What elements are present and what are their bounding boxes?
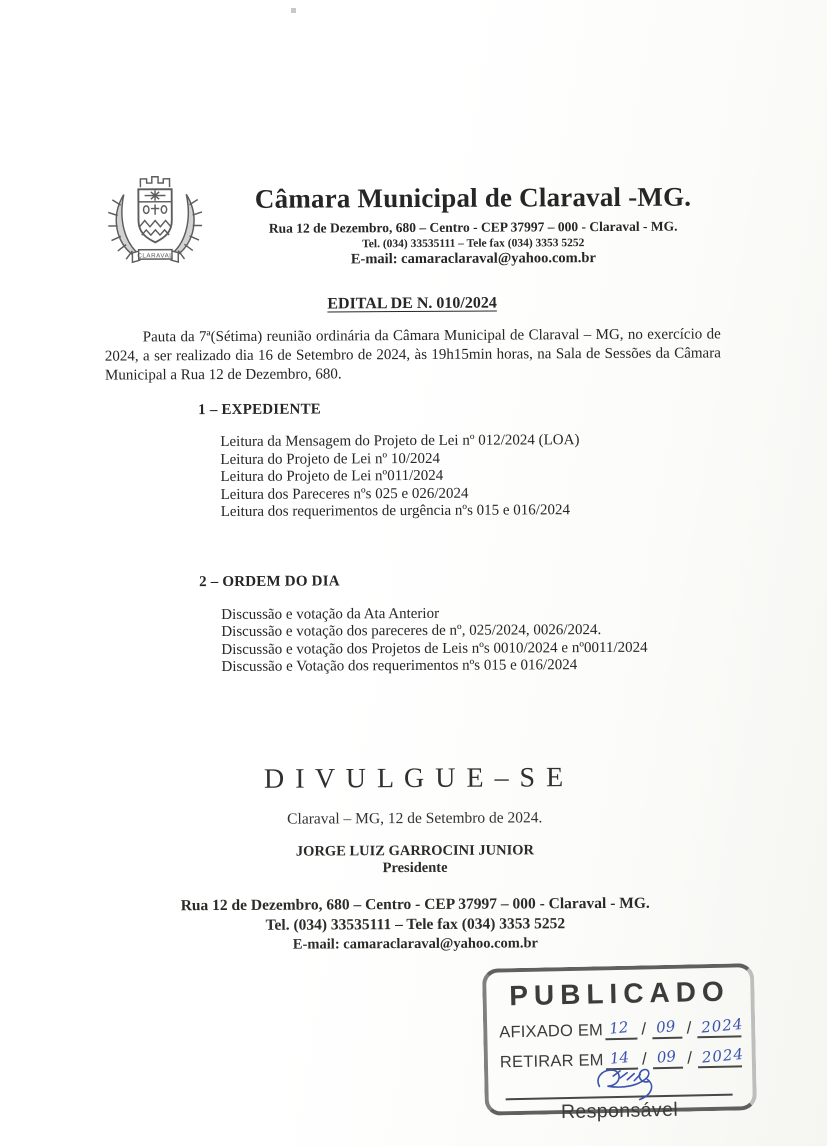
list-item: Leitura dos Pareceres nºs 025 e 026/2024 [220, 485, 469, 503]
date-separator: / [686, 1018, 692, 1038]
section-2-items [221, 605, 648, 677]
org-email: E-mail: camaraclaraval@yahoo.com.br [350, 250, 596, 268]
date-separator: / [641, 1019, 647, 1039]
list-item: Discussão e votação dos Projetos de Leis nºs 0010/2024 e nº0011/2024 [221, 639, 648, 658]
signatory-name: JORGE LUIZ GARROCINI JUNIOR [295, 842, 535, 860]
claraval-coat-of-arms-icon [102, 166, 209, 267]
retire-year-handwriting: 2024 [701, 1044, 745, 1067]
stamp-responsible-area [505, 1094, 733, 1126]
signature-scribble-icon [589, 1057, 674, 1110]
letterhead [223, 181, 723, 269]
list-item: Discussão e Votação dos requerimentos nºs 015 e 016/2024 [221, 657, 578, 676]
footer-email: E-mail: camaraclaraval@yahoo.com.br [292, 935, 538, 953]
date-line: Claraval – MG, 12 de Setembro de 2024. [287, 809, 543, 828]
date-separator: / [641, 1049, 647, 1069]
affixed-year-handwriting: 2024 [700, 1014, 745, 1037]
affixed-year-blank [697, 1014, 745, 1038]
stamp-affixed-row [499, 1010, 745, 1042]
affixed-month-handwriting: 09 [655, 1017, 676, 1037]
section-1-heading: 1 – EXPEDIENTE [198, 401, 322, 419]
org-name: Câmara Municipal de Claraval -MG. [254, 181, 692, 214]
retire-month-handwriting: 09 [655, 1047, 677, 1067]
retire-label: RETIRAR EM [499, 1051, 604, 1072]
section-2-heading: 2 – ORDEM DO DIA [199, 573, 340, 591]
org-address: Rua 12 de Dezembro, 680 – Centro - CEP 37997 – 000 - Claraval - MG. [268, 218, 678, 236]
list-item: Discussão e votação dos pareceres de nº, 025/2024, 0026/2024. [221, 622, 602, 641]
edital-title [0, 293, 826, 315]
retire-day-handwriting: 14 [608, 1048, 630, 1068]
affixed-day-blank [605, 1018, 638, 1041]
list-item: Leitura dos requerimentos de urgência nºs 015 e 016/2024 [220, 502, 571, 521]
org-phone: Tel. (034) 33535111 – Tele fax (034) 3353 5252 [362, 237, 585, 251]
affixed-day-handwriting: 12 [608, 1018, 629, 1038]
affixed-month-blank [652, 1017, 683, 1040]
signatory-role: Presidente [382, 859, 448, 877]
list-item: Leitura da Mensagem do Projeto de Lei nº 012/2024 (LOA) [220, 432, 580, 451]
closing-statement: D I V U L G U E – S E [263, 762, 566, 795]
section-1-items [220, 432, 580, 522]
list-item: Leitura do Projeto de Lei nº011/2024 [220, 468, 444, 486]
footer-letterhead [2, 894, 827, 955]
list-item: Discussão e votação da Ata Anterior [221, 605, 440, 624]
publicado-stamp [482, 963, 757, 1124]
footer-phone: Tel. (034) 33535111 – Tele fax (034) 3353 5252 [265, 915, 566, 934]
affixed-label: AFIXADO EM [499, 1021, 604, 1042]
edital-title-text: EDITAL DE N. 010/2024 [327, 294, 497, 313]
logo-banner-text: CLARAVAL [137, 252, 174, 260]
footer-address: Rua 12 de Dezembro, 680 – Centro - CEP 37997 – 000 - Claraval - MG. [180, 894, 650, 915]
stamp-title: PUBLICADO [508, 975, 731, 1012]
responsible-label: Responsável [560, 1098, 679, 1124]
date-separator: / [687, 1048, 693, 1068]
retire-year-blank [698, 1044, 745, 1068]
edital-intro-paragraph: Pauta da 7ª(Sétima) reunião ordinária da Câmara Municipal de Claraval – MG, no exercício de 2024, a ser realizado dia 16 de Setembro de 2024, às 19h15min horas, na Sala de Sessões da Câmara Municipal a Rua 12 de Dezembro, 680. [104, 326, 721, 384]
list-item: Leitura do Projeto de Lei nº 10/2024 [220, 450, 441, 468]
